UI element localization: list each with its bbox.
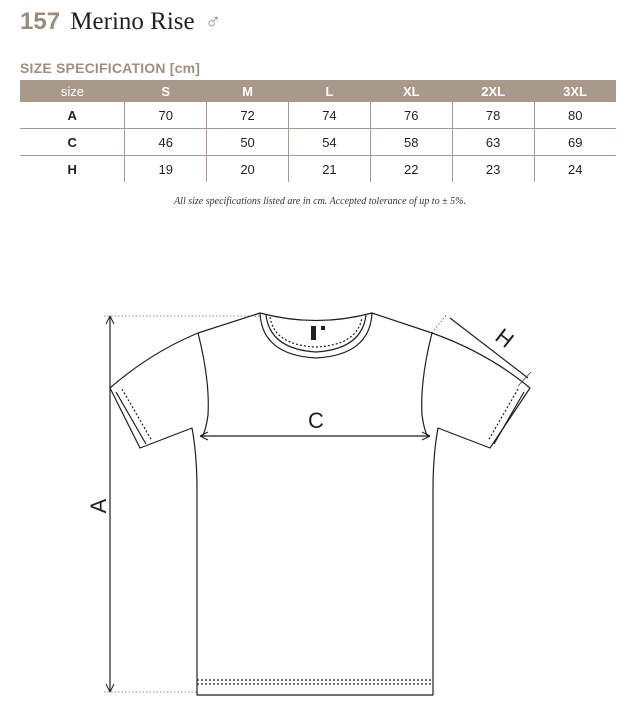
sleeve-seam-right — [422, 333, 432, 437]
header-cell: 2XL — [452, 80, 534, 102]
row-label: C — [20, 129, 125, 156]
product-number: 157 — [20, 8, 61, 35]
table-cell: 19 — [125, 156, 207, 183]
table-cell: 54 — [289, 129, 371, 156]
label-a: A — [86, 498, 111, 514]
header-cell: S — [125, 80, 207, 102]
table-cell: 20 — [207, 156, 289, 183]
row-label: H — [67, 161, 77, 177]
table-cell: 24 — [534, 156, 616, 183]
product-title — [20, 8, 221, 40]
cuff-left — [116, 392, 146, 444]
measure-line-h — [450, 318, 528, 378]
header-cell: 3XL — [534, 80, 616, 102]
label-c: C — [308, 408, 324, 433]
table-cell: 76 — [370, 102, 452, 129]
row-label: A — [20, 102, 125, 129]
header-cell: M — [207, 80, 289, 102]
tshirt-outline — [110, 313, 530, 695]
header-cell: XL — [370, 80, 452, 102]
male-symbol-icon: ♂ — [204, 9, 222, 34]
size-table — [20, 80, 616, 182]
label-h: H — [490, 323, 519, 353]
table-cell: 22 — [370, 156, 452, 183]
table-cell: 21 — [289, 156, 371, 183]
size-table-header — [20, 80, 616, 102]
table-row — [20, 156, 616, 183]
header-cell: L — [289, 80, 371, 102]
product-name: Merino Rise — [70, 8, 195, 35]
table-cell: 23 — [452, 156, 534, 183]
table-cell: 50 — [207, 129, 289, 156]
tolerance-note: All size specifications listed are in cm. Accepted tolerance of up to ± 5%. — [174, 196, 466, 207]
table-row — [20, 129, 616, 156]
neck-label — [311, 326, 316, 340]
tshirt-diagram — [0, 300, 640, 710]
cuff-right — [494, 392, 524, 444]
sleeve-seam-left — [198, 333, 208, 437]
table-cell: 46 — [125, 129, 207, 156]
spec-heading: SIZE SPECIFICATION [cm] — [20, 60, 201, 76]
table-cell: 69 — [534, 129, 616, 156]
table-row — [20, 102, 616, 129]
table-cell: 78 — [452, 102, 534, 129]
table-cell: 72 — [207, 102, 289, 129]
table-cell: 70 — [125, 102, 207, 129]
header-cell: size — [20, 80, 125, 102]
table-cell: 80 — [534, 102, 616, 129]
table-cell: 63 — [452, 129, 534, 156]
table-cell: 74 — [289, 102, 371, 129]
table-cell: 58 — [370, 129, 452, 156]
